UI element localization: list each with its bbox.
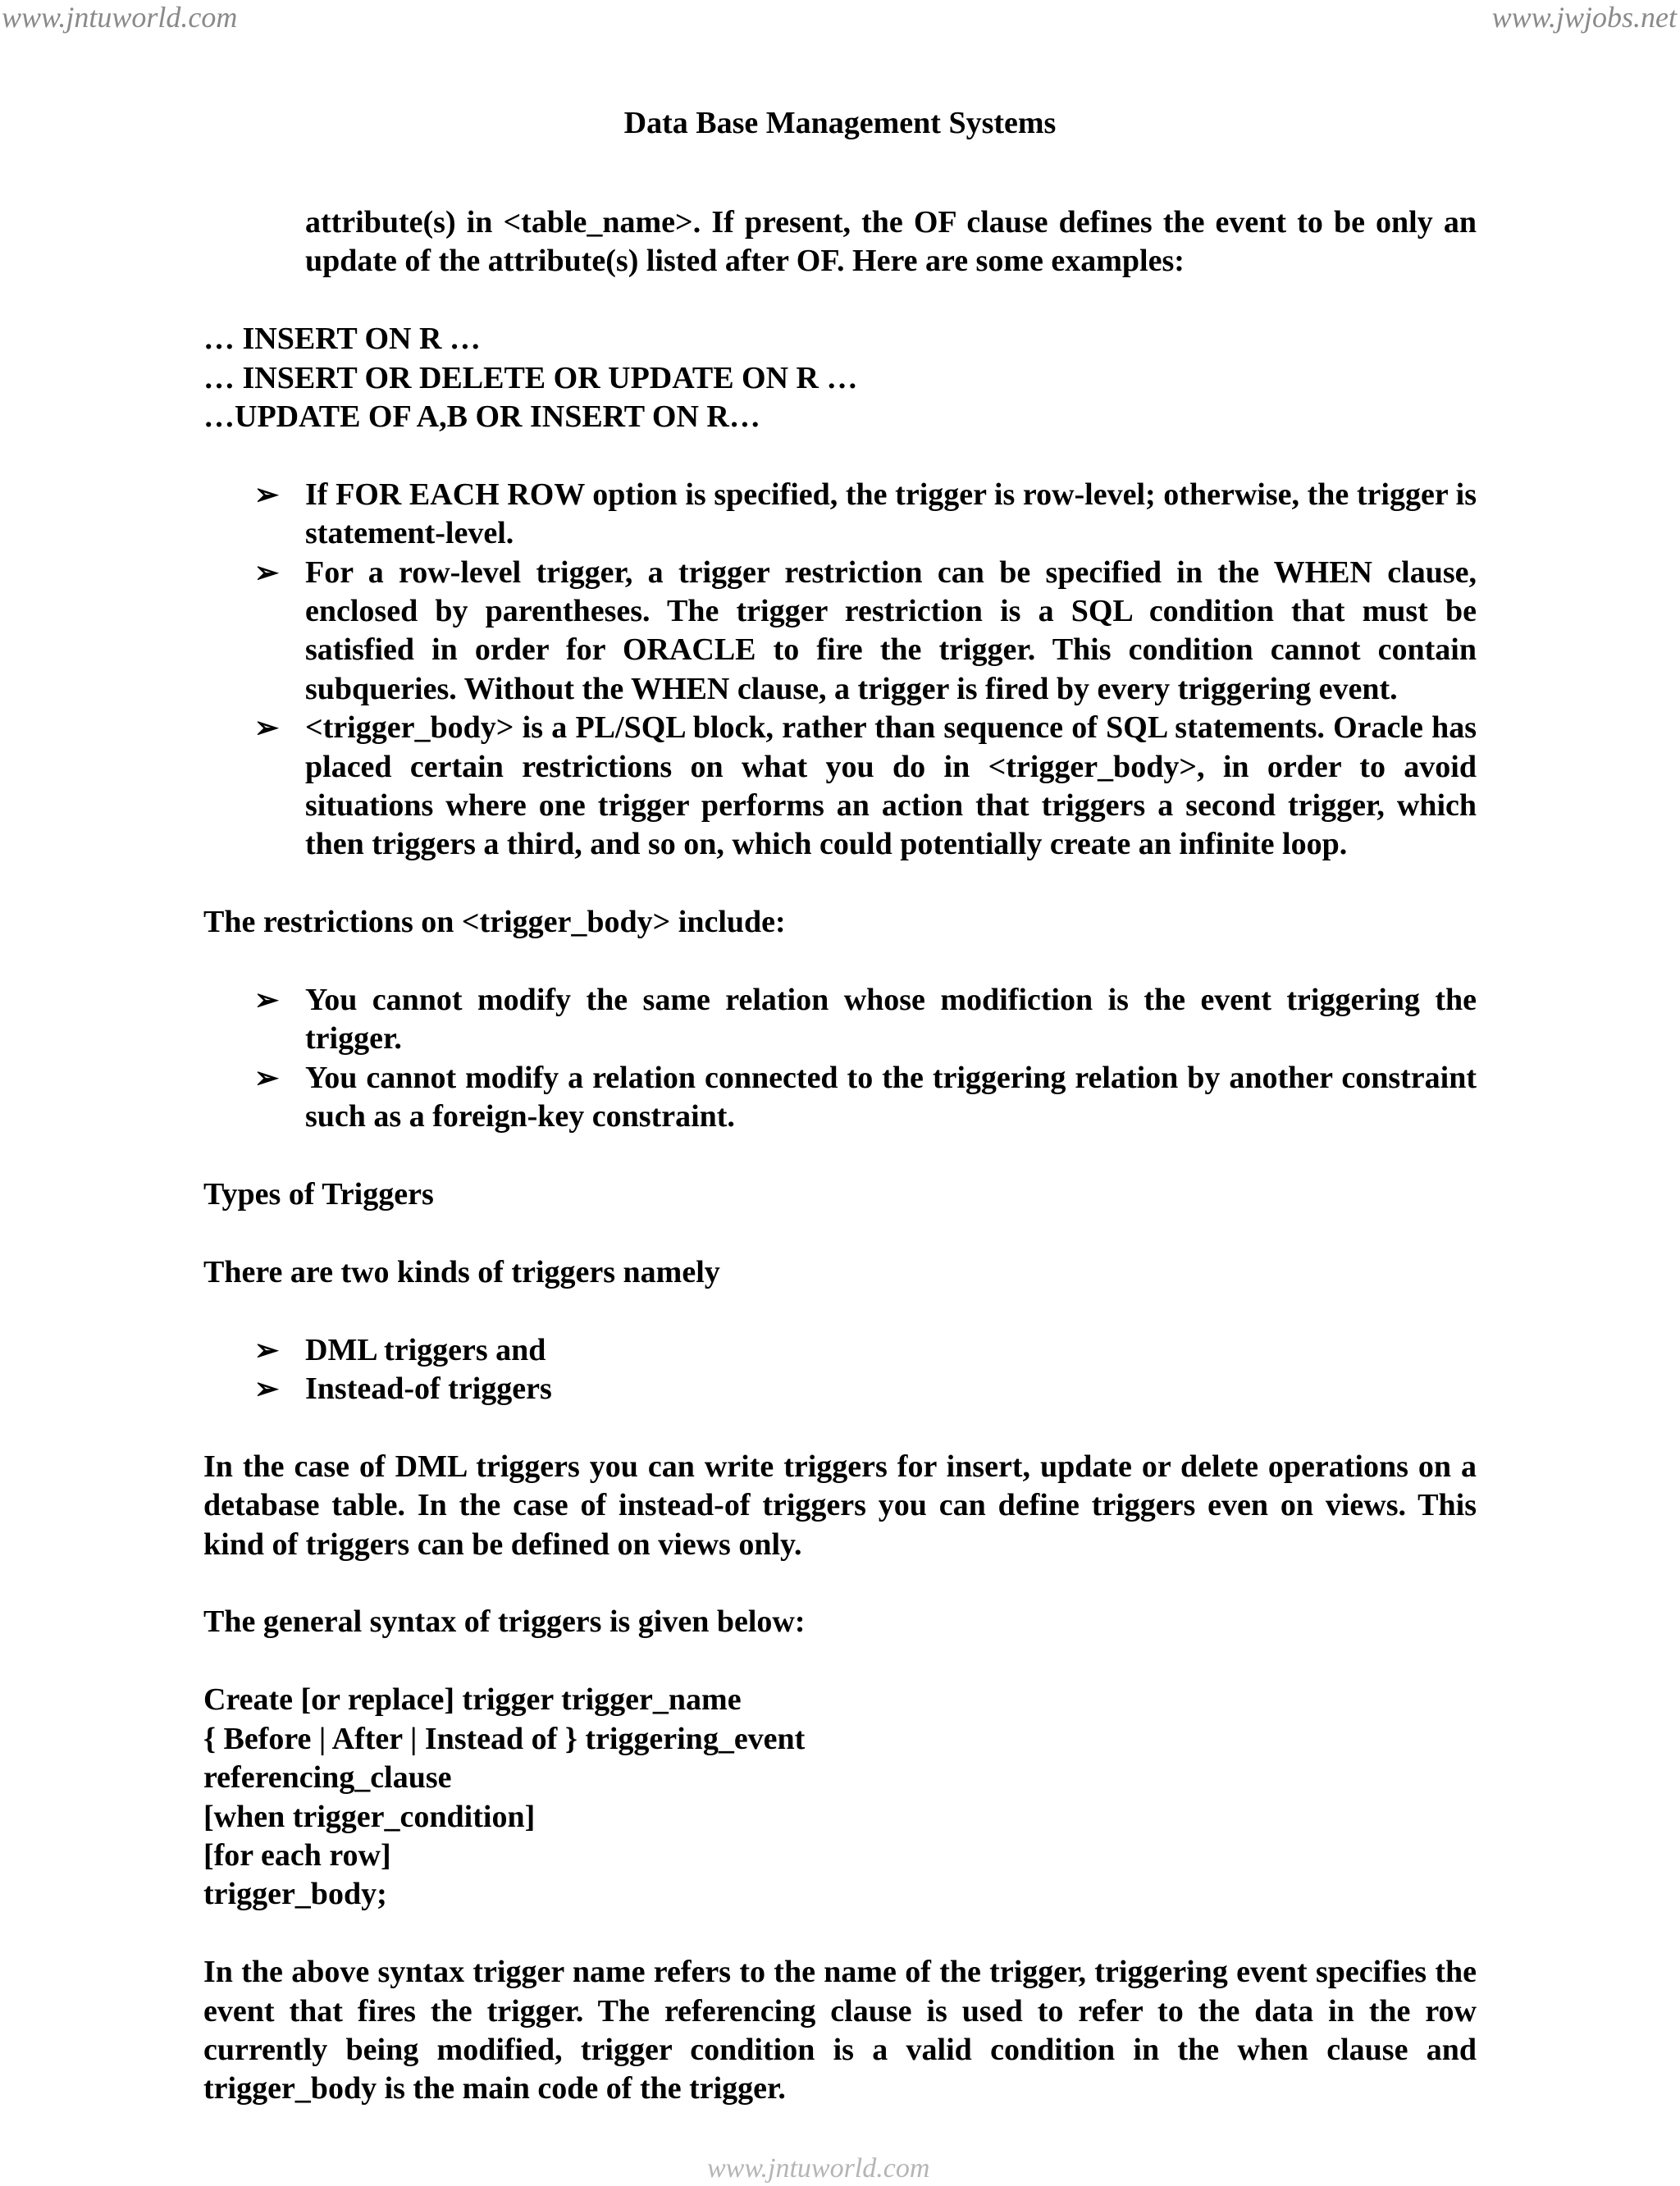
- spacer: [203, 942, 1477, 981]
- bullet-text: You cannot modify the same relation whose modifiction is the event triggering the trigger.: [305, 983, 1477, 1056]
- arrow-bullet-icon: ➢: [254, 983, 280, 1017]
- spacer: [203, 1214, 1477, 1253]
- syntax-line: [for each row]: [203, 1837, 391, 1873]
- intro-paragraph: attribute(s) in <table_name>. If present, the OF clause defines the event to be only an update of the attribute(s) listed after OF. Here are some examples:: [305, 205, 1477, 279]
- bullet-text: DML triggers and: [305, 1332, 546, 1367]
- arrow-bullet-icon: ➢: [254, 711, 280, 745]
- page-title: Data Base Management Systems: [623, 106, 1057, 140]
- example-line: … INSERT OR DELETE OR UPDATE ON R …: [203, 360, 858, 395]
- restrictions-heading: The restrictions on <trigger_body> include:: [203, 905, 786, 940]
- types-description: In the case of DML triggers you can write triggers for insert, update or delete operations on a detabase table. In the case of instead-of triggers you can define triggers even on views. This kind of triggers can be defined on views only.: [203, 1449, 1477, 1562]
- document-body: [203, 203, 1477, 2109]
- example-line: … INSERT ON R …: [203, 322, 481, 357]
- bullet-item: [203, 476, 1477, 554]
- bullet-item: [203, 1370, 1477, 1408]
- bullet-text: For a row-level trigger, a trigger restriction can be specified in the WHEN clause, enclosed by parentheses. The trigger restriction is a SQL condition that must be satisfied in order for ORACLE to fire the trigger. This condition cannot contain subqueries. Without the WHEN clause, a trigger is fired by every triggering event.: [305, 554, 1477, 706]
- syntax-line: Create [or replace] trigger trigger_name: [203, 1682, 742, 1718]
- restrictions-list: [203, 981, 1477, 1137]
- section-heading-types: Types of Triggers: [203, 1177, 434, 1212]
- examples-block: [203, 320, 1477, 436]
- syntax-line: [when trigger_condition]: [203, 1799, 536, 1834]
- bullet-item: [203, 1331, 1477, 1370]
- syntax-line: trigger_body;: [203, 1877, 387, 1912]
- arrow-bullet-icon: ➢: [254, 477, 280, 511]
- bullet-item: [203, 554, 1477, 710]
- syntax-line: referencing_clause: [203, 1760, 452, 1796]
- example-line: …UPDATE OF A,B OR INSERT ON R…: [203, 399, 760, 435]
- watermark-footer: www.jntuworld.com: [707, 2153, 930, 2184]
- spacer: [203, 1642, 1477, 1681]
- bullet-text: You cannot modify a relation connected to the triggering relation by another constraint such as a foreign-key constraint.: [305, 1060, 1477, 1134]
- bullet-text: <trigger_body> is a PL/SQL block, rather than sequence of SQL statements. Oracle has placed certain restrictions on what you do in <trigger_body>, in order to avoid situations where one trigger performs an action that triggers a second trigger, which then triggers a third, and so on, which could potentially create an infinite loop.: [305, 710, 1477, 862]
- bullet-text: If FOR EACH ROW option is specified, the trigger is row-level; otherwise, the trigger is statement-level.: [305, 477, 1477, 551]
- bullet-item: [203, 1059, 1477, 1137]
- spacer: [203, 1564, 1477, 1603]
- bullet-item: [203, 981, 1477, 1059]
- syntax-code-block: [203, 1681, 1477, 1914]
- arrow-bullet-icon: ➢: [254, 1372, 280, 1406]
- spacer: [203, 1408, 1477, 1447]
- spacer: [203, 1137, 1477, 1175]
- types-lead: There are two kinds of triggers namely: [203, 1254, 720, 1289]
- spacer: [203, 1292, 1477, 1330]
- types-list: [203, 1331, 1477, 1409]
- spacer: [203, 281, 1477, 320]
- arrow-bullet-icon: ➢: [254, 1061, 280, 1094]
- watermark-left: www.jntuworld.com: [2, 1, 238, 34]
- syntax-explanation: In the above syntax trigger name refers to the name of the trigger, triggering event specifies the event that fires the trigger. The referencing clause is used to refer to the data in the row currently being modified, trigger condition is a valid condition in the when clause and trigger_body is the main code of the trigger.: [203, 1955, 1477, 2106]
- syntax-heading: The general syntax of triggers is given below:: [203, 1604, 806, 1640]
- watermark-right: www.jwjobs.net: [1491, 1, 1677, 34]
- bullet-text: Instead-of triggers: [305, 1371, 552, 1407]
- main-bullet-list: [203, 476, 1477, 865]
- arrow-bullet-icon: ➢: [254, 1333, 280, 1367]
- arrow-bullet-icon: ➢: [254, 555, 280, 589]
- spacer: [203, 865, 1477, 903]
- spacer: [203, 436, 1477, 475]
- spacer: [203, 1914, 1477, 1953]
- syntax-line: { Before | After | Instead of } triggering_event: [203, 1721, 806, 1756]
- bullet-item: [203, 709, 1477, 865]
